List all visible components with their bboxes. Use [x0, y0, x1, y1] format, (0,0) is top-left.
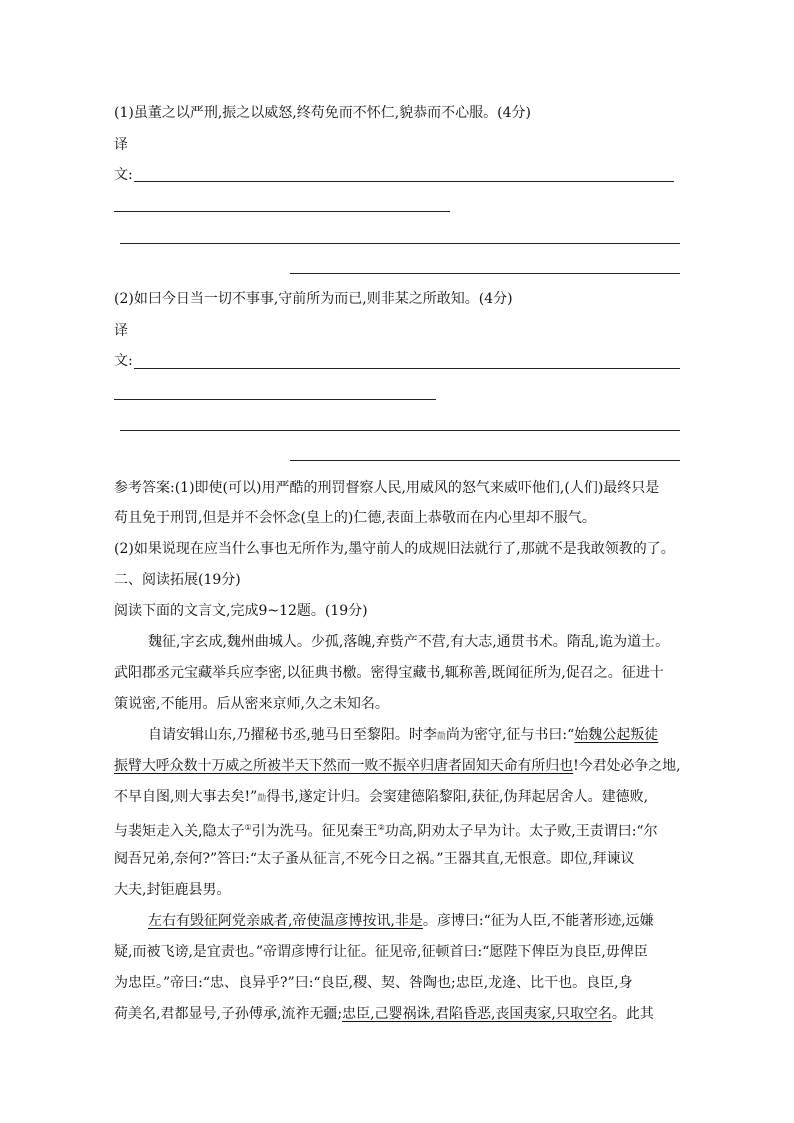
answer-line[interactable] — [134, 181, 674, 182]
passage-text: 功高,阴劝太子早为计。太子败,王责谓曰:“尔 — [384, 823, 658, 840]
passage-line — [148, 912, 654, 930]
underlined-text: 振臂大呼众数十万威之所被半天下然而一败不振卒归唐者固知天命有所归也 — [114, 758, 574, 774]
passage-line: 大夫,封钜鹿县男。 — [114, 882, 231, 898]
rare-glyph: 勣 — [436, 732, 446, 742]
answer-line-3: (2)如果说现在应当什么事也无所作为,墨守前人的成规旧法就行了,那就不是我敢领教的了。 — [114, 541, 675, 557]
passage-line — [114, 819, 658, 841]
passage-text: !今君处必争之地, — [573, 758, 681, 774]
footnote-marker: ② — [377, 823, 385, 832]
passage-text: 。彦博曰:“征为人臣,不能著形迹,远嫌 — [422, 913, 654, 929]
footnote-marker: ① — [244, 823, 252, 832]
passage-text: 尚为密守,征与书曰:“ — [445, 727, 575, 743]
answer-line-1: 参考答案:(1)即使(可以)用严酷的刑罚督察人民,用威风的怒气来威吓他们,(人们)最终只是 — [114, 480, 660, 496]
passage-line: 武阳郡丞元宝藏举兵应李密,以征典书檄。密得宝藏书,辄称善,既闻征所为,促召之。征进十 — [114, 665, 664, 681]
passage-text: 不早自图,则大事去矣!” — [114, 789, 258, 805]
answer-line[interactable] — [290, 273, 680, 274]
section-heading: 二、阅读拓展(19分) — [114, 572, 241, 588]
underlined-text: 始魏公起叛徒 — [574, 727, 659, 743]
answer-line-2: 苟且免于刑罚,但是并不会怀念(皇上的)仁德,表面上恭敬而在内心里却不服气。 — [114, 510, 596, 526]
question-2: (2)如曰今日当一切不事事,守前所为而已,则非某之所敢知。(4分) — [114, 291, 513, 307]
passage-line: 魏征,字玄成,魏州曲城人。少孤,落魄,弃赀产不营,有大志,通贯书术。隋乱,诡为道士。 — [148, 634, 670, 650]
passage-line: 策说密,不能用。后从密来京师,久之未知名。 — [114, 696, 389, 712]
rare-glyph: 勣 — [257, 794, 267, 804]
passage-line — [114, 1005, 654, 1023]
passage-line: 为忠臣。”帝曰:“忠、良异乎?”曰:“良臣,稷、契、咎陶也;忠臣,龙逄、比干也。良臣,身 — [114, 975, 633, 991]
passage-line — [114, 788, 648, 808]
passage-line: 疑,而被飞谤,是宜责也。”帝谓彦博行让征。征见帝,征顿首曰:“愿陛下俾臣为良臣,毋俾臣 — [114, 944, 648, 960]
passage-text: 与裴矩走入关,隐太子 — [114, 823, 245, 840]
underlined-text: 左右有毁征阿党亲戚者,帝使温彦博按讯,非是 — [148, 913, 423, 929]
passage-line — [148, 726, 658, 746]
translation-label-char-1: 译 — [114, 323, 128, 339]
translation-label-char-2: 文: — [114, 167, 133, 183]
answer-line[interactable] — [290, 460, 680, 461]
passage-text: 荷美名,君都显号,子孙傅承,流祚无疆; — [114, 1006, 343, 1022]
passage-text: 引为洗马。征见秦王 — [251, 823, 378, 840]
section-instruction: 阅读下面的文言文,完成9~12题。(19分) — [114, 603, 368, 619]
question-1: (1)虽董之以严刑,振之以威怒,终苟免而不怀仁,貌恭而不心服。(4分) — [114, 105, 532, 121]
translation-label-char-1: 译 — [114, 137, 128, 153]
answer-line[interactable] — [134, 368, 680, 369]
passage-text: 自请安辑山东,乃擢秘书丞,驰马日至黎阳。时李 — [148, 727, 437, 743]
passage-line — [114, 757, 680, 775]
passage-line: 阋吾兄弟,奈何?”答曰:“太子蚤从征言,不死今日之祸。”王器其直,无恨意。即位,拜谏议 — [114, 851, 635, 867]
answer-line[interactable] — [114, 399, 436, 400]
answer-line[interactable] — [120, 430, 680, 431]
passage-text: 得书,遂定计归。会窦建德陷黎阳,获征,伪拜起居舍人。建德败, — [266, 789, 649, 805]
answer-line[interactable] — [120, 243, 680, 244]
passage-text: 。此其 — [611, 1006, 654, 1022]
answer-line[interactable] — [114, 211, 450, 212]
translation-label-char-2: 文: — [114, 353, 133, 369]
underlined-text: 忠臣,己婴祸诛,君陷昏恶,丧国夷家,只取空名 — [342, 1006, 612, 1022]
